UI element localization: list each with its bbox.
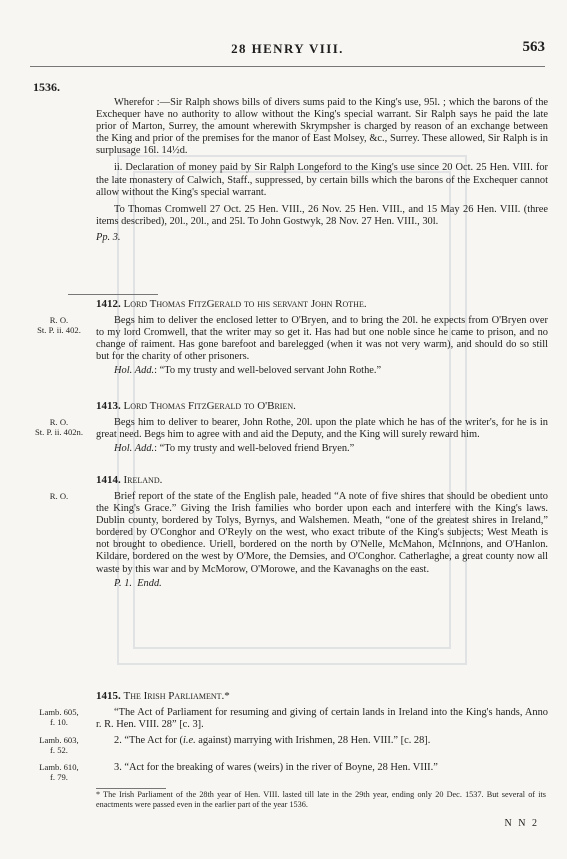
header-rule	[30, 66, 545, 67]
margin-reference	[28, 707, 90, 727]
footnote: * The Irish Parliament of the 28th year of Hen. VIII. lasted till late in the 29th year, ending only 20 Dec. 1537. But several of its enactments were passed even in the earlier part of the year 1536.	[96, 790, 546, 809]
entry-title: Lord Thomas FitzGerald to O'Brien.	[123, 400, 296, 412]
paragraph: ii. Declaration of money paid by Sir Ralph Longeford to the King's use since 20 Oct. 25 Hen. VIII. for the late monastery of Calwich, Staff., suppressed, by certain bills which the barons of the Exchequer cannot allow without the King's special warrant.	[96, 162, 548, 198]
margin-line: St. P. ii. 402.	[37, 325, 81, 335]
entry-divider	[68, 294, 158, 295]
act-text-italic: i.e.	[182, 735, 196, 746]
act-text-part: 2. “The Act for (	[114, 735, 183, 746]
paragraph: Wherefor :—Sir Ralph shows bills of divers sums paid to the King's use, 95l. ; which the barons of the Exchequer have no authority to allow without the King's special warrant. Sir Ralph says he paid the late prior of Marton, Surrey, the amount wherewith Skrympsher is charged by reason of an exchange between the King and prior of the premises for the manor of East Molsey, &c., Surrey. These allowed, Sir Ralph is in surplusage 16l. 14½d.	[96, 97, 548, 157]
pages-line	[96, 578, 548, 590]
margin-line: Lamb. 605,	[39, 707, 79, 717]
margin-reference	[28, 762, 90, 782]
margin-reference	[28, 491, 90, 501]
entry-text: Brief report of the state of the English pale, headed “A note of five shires that should be obedient unto the King's Grace.” Giving the Irish families who border upon each and interfere with the King's laws. Dublin county, bordered by Tolys, Byrnys, and Walshemen. Meath, “one of the greatest shires in Ireland,” bordered by O'Conghor and O'Reyly on the west, who exact tribute of the King's subjects; West Meath is not brought to obedience. Uriell, bordered on the north by O'Nelle, McMahon, McInnons, and O'Hanlon. Kildare, bordered on the west by O'More, the Demsies, and O'Conghor. Catherlaghe, a great county now all waste by this war and by McMorow, O'Morowe, and the Kavanaghs on the east.	[96, 491, 548, 575]
margin-line: St. P. ii. 402n.	[35, 427, 83, 437]
entry-title: Ireland.	[123, 474, 163, 486]
entry-title: The Irish Parliament.*	[123, 690, 230, 702]
margin-line: R. O.	[49, 491, 69, 501]
entry-heading	[96, 400, 296, 412]
margin-line: Lamb. 603,	[39, 735, 79, 745]
pages-note: P. 1.	[114, 577, 132, 589]
address-text: : “To my trusty and well-beloved friend Bryen.”	[154, 443, 355, 455]
act-text-part: against) marrying with Irishmen, 28 Hen. VIII.” [c. 28].	[195, 735, 431, 746]
margin-line: f. 79.	[50, 772, 68, 782]
margin-line: Lamb. 610,	[39, 762, 79, 772]
act-text: 3. “Act for the breaking of wares (weirs) in the river of Boyne, 28 Hen. VIII.”	[114, 762, 438, 773]
entry-heading	[96, 690, 230, 702]
entry-body	[96, 417, 548, 455]
address-text: : “To my trusty and well-beloved servant John Rothe.”	[154, 365, 382, 377]
entry-text: Begs him to deliver the enclosed letter to O'Bryen, and to bring the 20l. he expects from O'Bryen over to my lord Cromwell, that the writer may so get it. Has had but one noble since he came to prison, and no change of raiment. Has gone barefoot and barelegged (when it was not very warm), and should do so still but for the charity of other prisoners.	[96, 315, 548, 363]
endorsement-line	[96, 365, 548, 377]
entry-number: 1413.	[96, 400, 121, 412]
margin-reference	[28, 417, 90, 437]
hol-label: Hol.	[114, 443, 133, 455]
act-text	[96, 735, 548, 747]
entry-title: Lord Thomas FitzGerald to his servant John Rothe.	[123, 298, 367, 310]
add-label: Add.	[134, 365, 155, 377]
act-text: “The Act of Parliament for resuming and giving of certain lands in Ireland into the King's hands, Anno r. R. Hen. VIII. 28” [c. 3].	[96, 707, 548, 731]
add-label: Add.	[134, 443, 155, 455]
running-header	[30, 35, 545, 65]
act-item	[96, 707, 548, 731]
page-number: 563	[522, 39, 545, 55]
margin-reference	[28, 735, 90, 755]
entry-body	[96, 315, 548, 377]
margin-line: f. 52.	[50, 745, 68, 755]
entry-number: 1415.	[96, 690, 121, 702]
running-title: 28 HENRY VIII.	[231, 41, 344, 56]
entry-body	[96, 491, 548, 590]
endorsement-line	[96, 443, 548, 455]
pages-note: Pp. 3.	[96, 231, 121, 243]
entry-heading	[96, 474, 162, 486]
margin-line: f. 10.	[50, 717, 68, 727]
margin-reference	[28, 315, 90, 335]
footnote-rule	[96, 788, 166, 789]
paragraph: To Thomas Cromwell 27 Oct. 25 Hen. VIII., 26 Nov. 25 Hen. VIII., and 15 May 26 Hen. VIII. (three items described), 20l., 20l., and 25l. To John Gostwyk, 28 Nov. 27 Hen. VIII., 30l.	[96, 203, 548, 227]
entry-number: 1414.	[96, 474, 121, 486]
entry-heading	[96, 298, 367, 310]
entry-text: Begs him to deliver to bearer, John Rothe, 20l. upon the plate which he has of the writer's, for he is in great need. Begs him to agree with and aid the Deputy, and the King will surely reward him.	[96, 417, 548, 441]
margin-line: R. O.	[49, 315, 69, 325]
entry-number: 1412.	[96, 298, 121, 310]
act-item	[96, 735, 548, 747]
endd-note: Endd.	[137, 577, 162, 589]
signature-mark: N N 2	[504, 818, 539, 829]
margin-line: R. O.	[49, 417, 69, 427]
continuation-block	[96, 97, 548, 244]
act-item	[96, 762, 548, 774]
hol-label: Hol.	[114, 365, 133, 377]
year-label: 1536.	[33, 80, 60, 94]
